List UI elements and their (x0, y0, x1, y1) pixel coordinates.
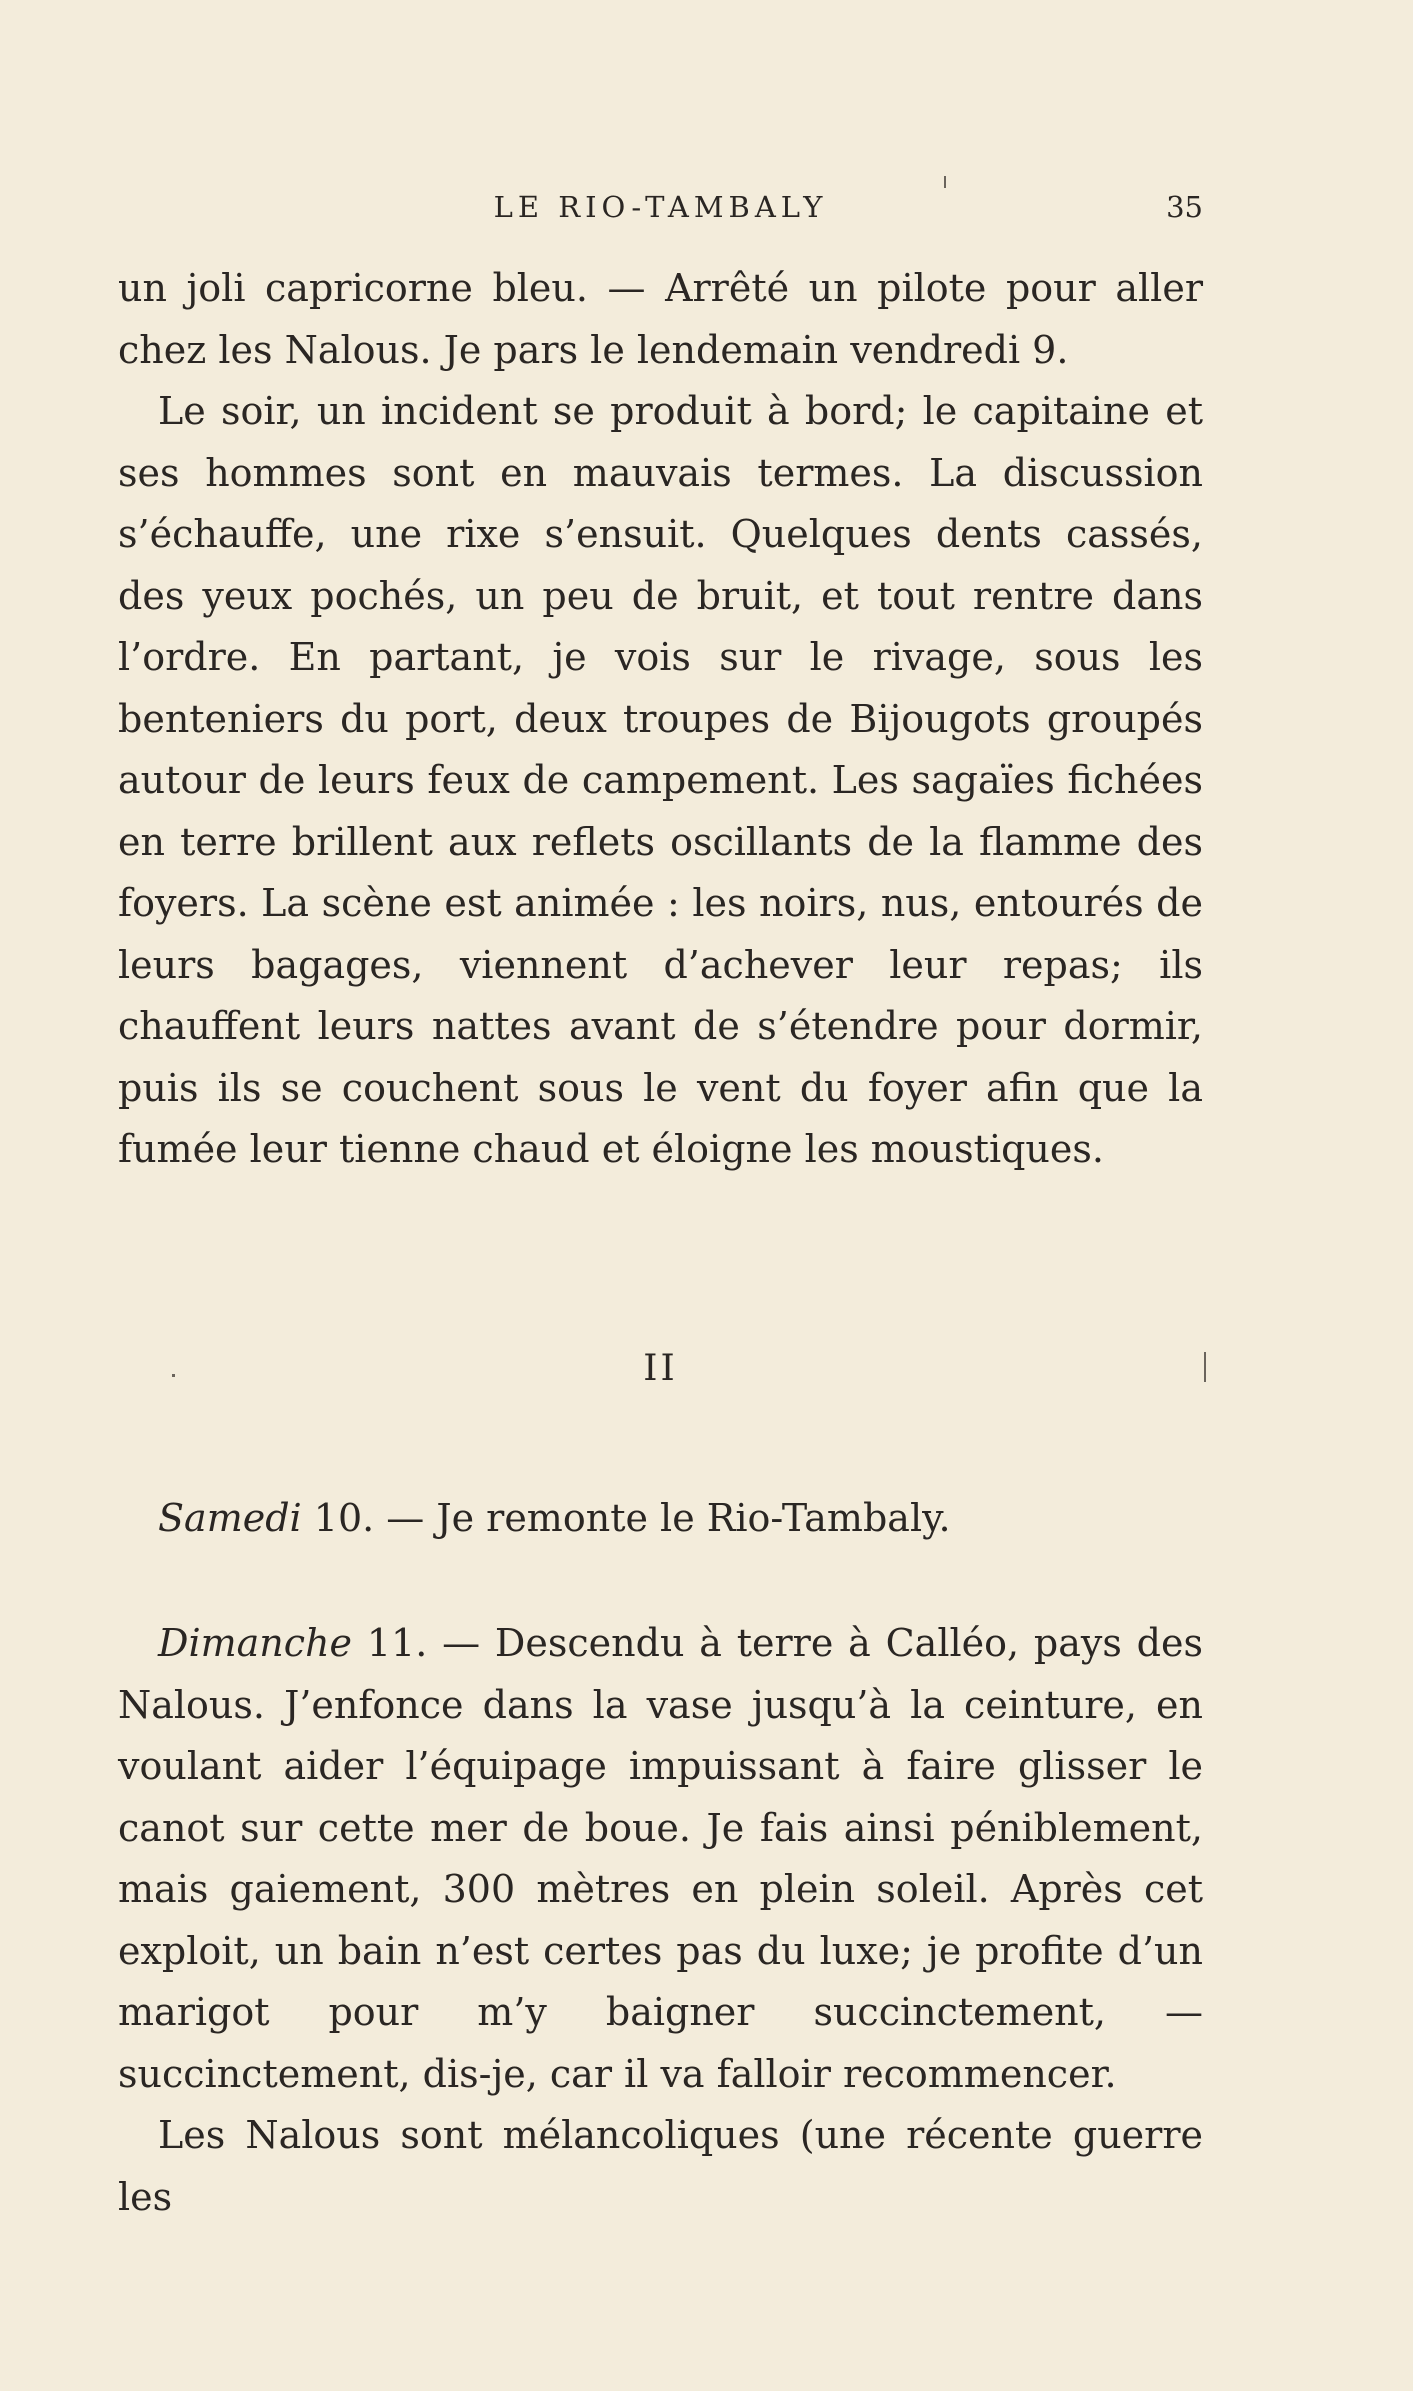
paragraph-incident: Le soir, un incident se produit à bord; le capitaine et ses hommes sont en mauvais termes. La discussion s’échauffe, une rixe s’ensuit. Quelques dents cassés, des yeux pochés, un peu de bruit, et tout rentre dans l’ordre. En partant, je vois sur le rivage, sous les benteniers du port, deux troupes de Bijougots groupés autour de leurs feux de campement. Les sagaïes fichées en terre brillent aux reflets oscillants de la flamme des foyers. La scène est animée : les noirs, nus, entourés de leurs bagages, viennent d’achever leur repas; ils chauffent leurs nattes avant de s’étendre pour dormir, puis ils se couchent sous le vent du foyer afin que la fumée leur tienne chaud et éloigne les moustiques. (118, 389, 1203, 1171)
entry-text-samedi: 10. — Je remonte le Rio-Tambaly. (301, 1496, 951, 1540)
paper-speck (944, 176, 946, 188)
entry-day-dimanche: Dimanche (158, 1621, 353, 1665)
paragraph-capricorne: un joli capricorne bleu. — Arrêté un pilote pour aller chez les Nalous. Je pars le lendemain vendredi 9. (118, 266, 1203, 372)
entry-text-dimanche: 11. — Descendu à terre à Calléo, pays des Nalous. J’enfonce dans la vase jusqu’à la ceinture, en voulant aider l’équipage impuissant à faire glisser le canot sur cette mer de boue. Je fais ainsi péniblement, mais gaiement, 300 mètres en plein soleil. Après cet exploit, un bain n’est certes pas du luxe; je profite d’un marigot pour m’y baigner succinctement, — succinctement, dis-je, car il va falloir recommencer. (118, 1621, 1203, 2096)
running-title: LE RIO-TAMBALY (493, 190, 828, 224)
page-header (118, 190, 1203, 240)
page-number: 35 (1166, 190, 1203, 224)
paragraph-nalous: Les Nalous sont mélancoliques (une récente guerre les (118, 2113, 1203, 2219)
entry-day-samedi: Samedi (158, 1496, 302, 1540)
paper-speck (172, 1374, 175, 1377)
section-heading: II (643, 1348, 678, 1389)
entry-samedi (118, 1488, 1203, 1550)
paper-speck (1204, 1352, 1206, 1382)
entry-dimanche (118, 1613, 1203, 2105)
